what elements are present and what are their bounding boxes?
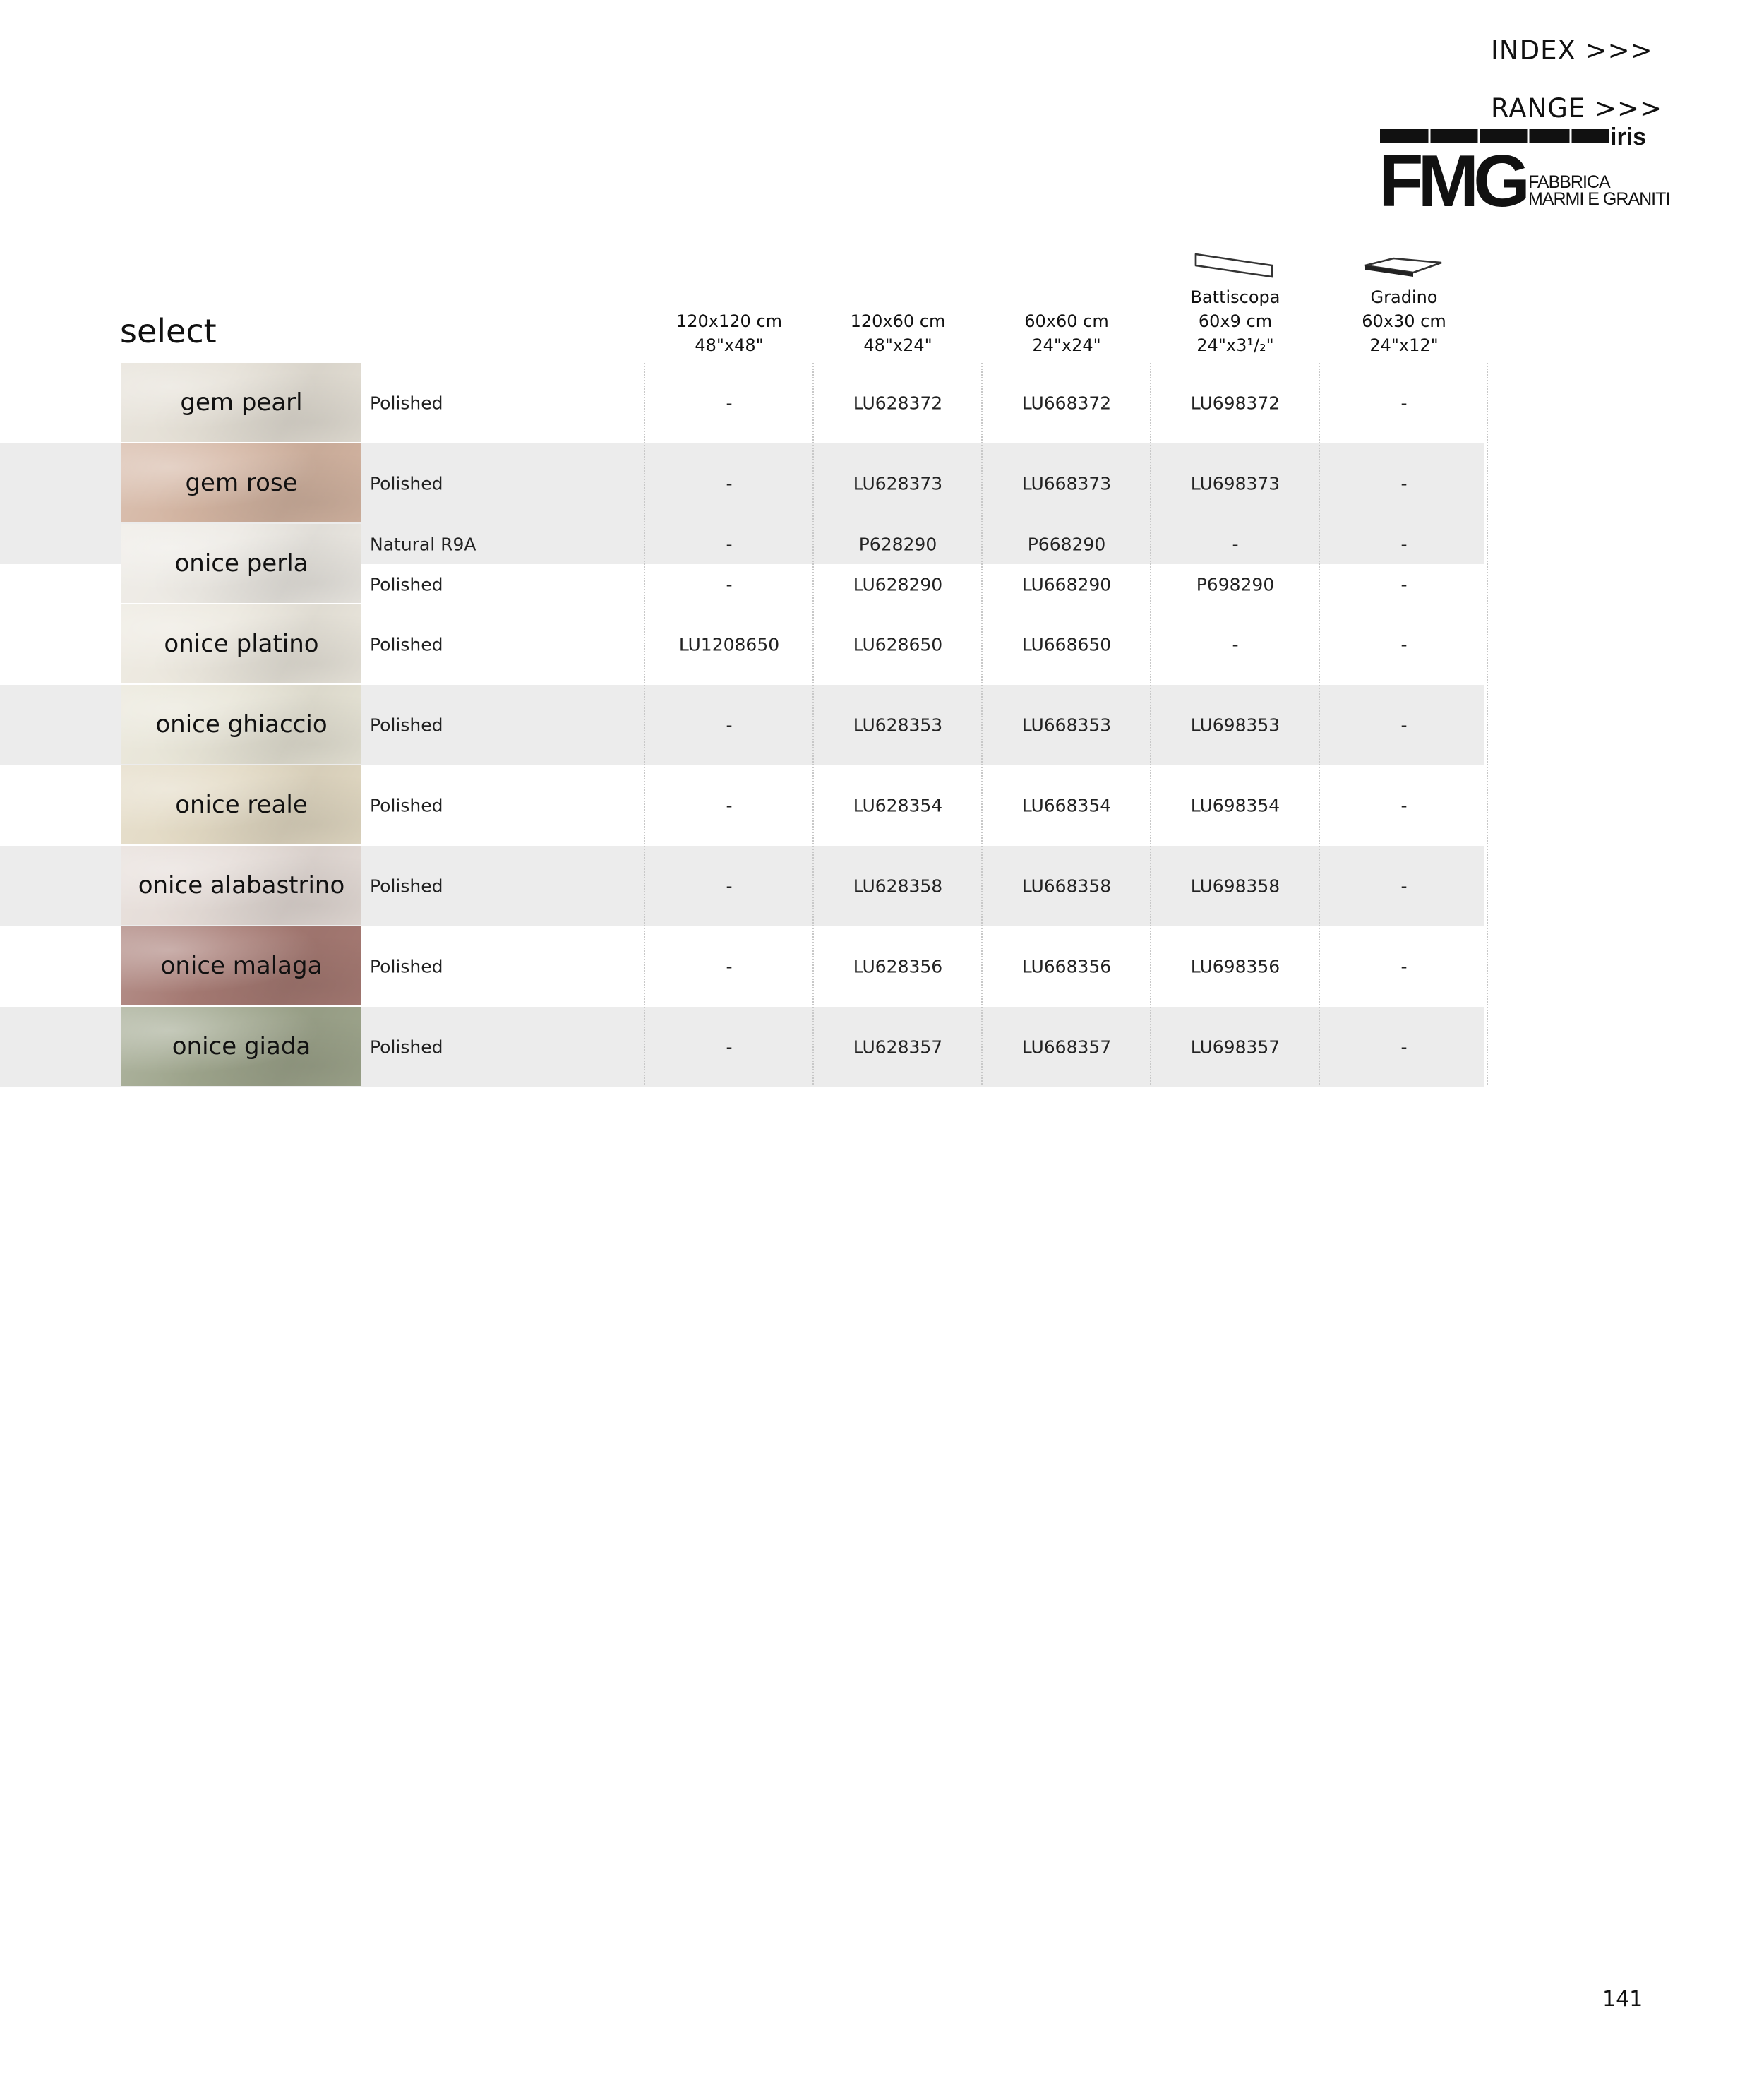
- skirting-board-icon: [1193, 250, 1278, 281]
- column-header-5: [1320, 285, 1488, 357]
- column-header-3: [983, 309, 1151, 357]
- product-code: -: [726, 876, 733, 897]
- product-code: -: [1232, 634, 1239, 655]
- product-code: LU628356: [853, 956, 943, 977]
- material-name: onice giada: [172, 1032, 311, 1061]
- product-code: P698290: [1196, 574, 1275, 595]
- finish-label: Polished: [370, 956, 443, 977]
- product-code: LU668372: [1021, 393, 1112, 414]
- product-code: LU698353: [1190, 715, 1280, 736]
- column-divider: [1487, 363, 1488, 1085]
- product-code: -: [1400, 715, 1408, 736]
- product-code: LU698356: [1190, 956, 1280, 977]
- column-divider: [1319, 363, 1320, 1085]
- product-code: LU628358: [853, 876, 943, 897]
- product-code: LU698373: [1190, 473, 1280, 494]
- product-code: LU668650: [1021, 634, 1112, 655]
- column-header-line: 48"x48": [695, 335, 764, 355]
- finish-label: Natural R9A: [370, 534, 476, 554]
- material-name: onice malaga: [160, 952, 323, 980]
- product-code: -: [1400, 876, 1408, 897]
- product-code: LU628373: [853, 473, 943, 494]
- material-name: onice alabastrino: [138, 871, 345, 900]
- material-name: onice perla: [174, 549, 308, 578]
- column-header-line: 48"x24": [863, 335, 932, 355]
- product-code: -: [1232, 534, 1239, 554]
- material-name: onice platino: [164, 630, 319, 658]
- column-header-line: 24"x3¹/₂": [1196, 335, 1274, 355]
- column-divider: [644, 363, 645, 1085]
- index-link[interactable]: INDEX >>>: [1491, 35, 1653, 66]
- product-code: P668290: [1027, 534, 1106, 554]
- material-name: onice ghiaccio: [155, 710, 328, 739]
- material-swatch: [121, 765, 361, 844]
- column-header-line: 24"x12": [1369, 335, 1439, 355]
- product-code: LU668356: [1021, 956, 1112, 977]
- column-header-line: Battiscopa: [1190, 287, 1280, 307]
- product-code: -: [1400, 393, 1408, 414]
- finish-label: Polished: [370, 876, 443, 897]
- section-title: select: [120, 312, 217, 350]
- product-code: LU668373: [1021, 473, 1112, 494]
- material-swatch: [121, 363, 361, 442]
- product-code: -: [1400, 473, 1408, 494]
- finish-label: Polished: [370, 634, 443, 655]
- finish-label: Polished: [370, 473, 443, 494]
- product-code: -: [1400, 534, 1408, 554]
- page-number: 141: [1602, 1987, 1643, 2012]
- product-code: LU628354: [853, 795, 943, 816]
- column-header-line: 60x9 cm: [1198, 311, 1273, 331]
- product-code: -: [1400, 1036, 1408, 1058]
- material-name: onice reale: [175, 791, 308, 819]
- column-header-line: 24"x24": [1032, 335, 1101, 355]
- product-code: LU668358: [1021, 876, 1112, 897]
- finish-label: Polished: [370, 393, 443, 414]
- finish-label: Polished: [370, 715, 443, 736]
- product-code: LU668353: [1021, 715, 1112, 736]
- product-code: -: [1400, 956, 1408, 977]
- material-swatch: [121, 443, 361, 522]
- material-swatch: [121, 685, 361, 764]
- product-code: LU698354: [1190, 795, 1280, 816]
- material-swatch: [121, 926, 361, 1005]
- column-divider: [1150, 363, 1151, 1085]
- column-header-1: [645, 309, 813, 357]
- product-code: -: [726, 715, 733, 736]
- product-code: -: [726, 956, 733, 977]
- column-header-line: 60x60 cm: [1024, 311, 1109, 331]
- product-code: LU668354: [1021, 795, 1112, 816]
- logo-tag: iris: [1610, 124, 1647, 150]
- column-header-line: 120x120 cm: [676, 311, 783, 331]
- finish-label: Polished: [370, 1036, 443, 1058]
- product-code: LU698372: [1190, 393, 1280, 414]
- material-swatch: [121, 524, 361, 603]
- product-code: LU668290: [1021, 574, 1112, 595]
- product-code: -: [726, 473, 733, 494]
- product-code: LU698357: [1190, 1036, 1280, 1058]
- column-header-line: 120x60 cm: [850, 311, 946, 331]
- material-name: gem pearl: [180, 388, 303, 417]
- product-code: -: [726, 574, 733, 595]
- product-code: -: [726, 795, 733, 816]
- range-link[interactable]: RANGE >>>: [1491, 93, 1663, 124]
- logo-sub-2: MARMI E GRANITI: [1528, 189, 1670, 209]
- material-swatch: [121, 604, 361, 683]
- product-code: -: [726, 393, 733, 414]
- logo-text: FMG: [1379, 141, 1525, 222]
- product-code: LU668357: [1021, 1036, 1112, 1058]
- product-code: LU628357: [853, 1036, 943, 1058]
- logo-sub-1: FABBRICA: [1528, 172, 1610, 192]
- material-swatch: [121, 846, 361, 925]
- fmg-iris-logo: [1379, 124, 1670, 222]
- column-divider: [812, 363, 814, 1085]
- column-header-line: 60x30 cm: [1362, 311, 1446, 331]
- material-name: gem rose: [185, 469, 298, 497]
- product-code: LU628650: [853, 634, 943, 655]
- column-header-2: [814, 309, 982, 357]
- product-code: -: [726, 1036, 733, 1058]
- product-code: LU628353: [853, 715, 943, 736]
- product-code: P628290: [858, 534, 937, 554]
- product-code: LU628290: [853, 574, 943, 595]
- product-code: LU1208650: [678, 634, 780, 655]
- product-code: -: [1400, 634, 1408, 655]
- product-code: LU628372: [853, 393, 943, 414]
- column-header-4: [1151, 285, 1319, 357]
- product-code: -: [1400, 795, 1408, 816]
- finish-label: Polished: [370, 574, 443, 595]
- column-header-line: Gradino: [1370, 287, 1438, 307]
- step-tile-icon: [1362, 254, 1447, 280]
- product-code: -: [1400, 574, 1408, 595]
- product-code: LU698358: [1190, 876, 1280, 897]
- column-divider: [981, 363, 983, 1085]
- material-swatch: [121, 1007, 361, 1086]
- product-code: -: [726, 534, 733, 554]
- finish-label: Polished: [370, 795, 443, 816]
